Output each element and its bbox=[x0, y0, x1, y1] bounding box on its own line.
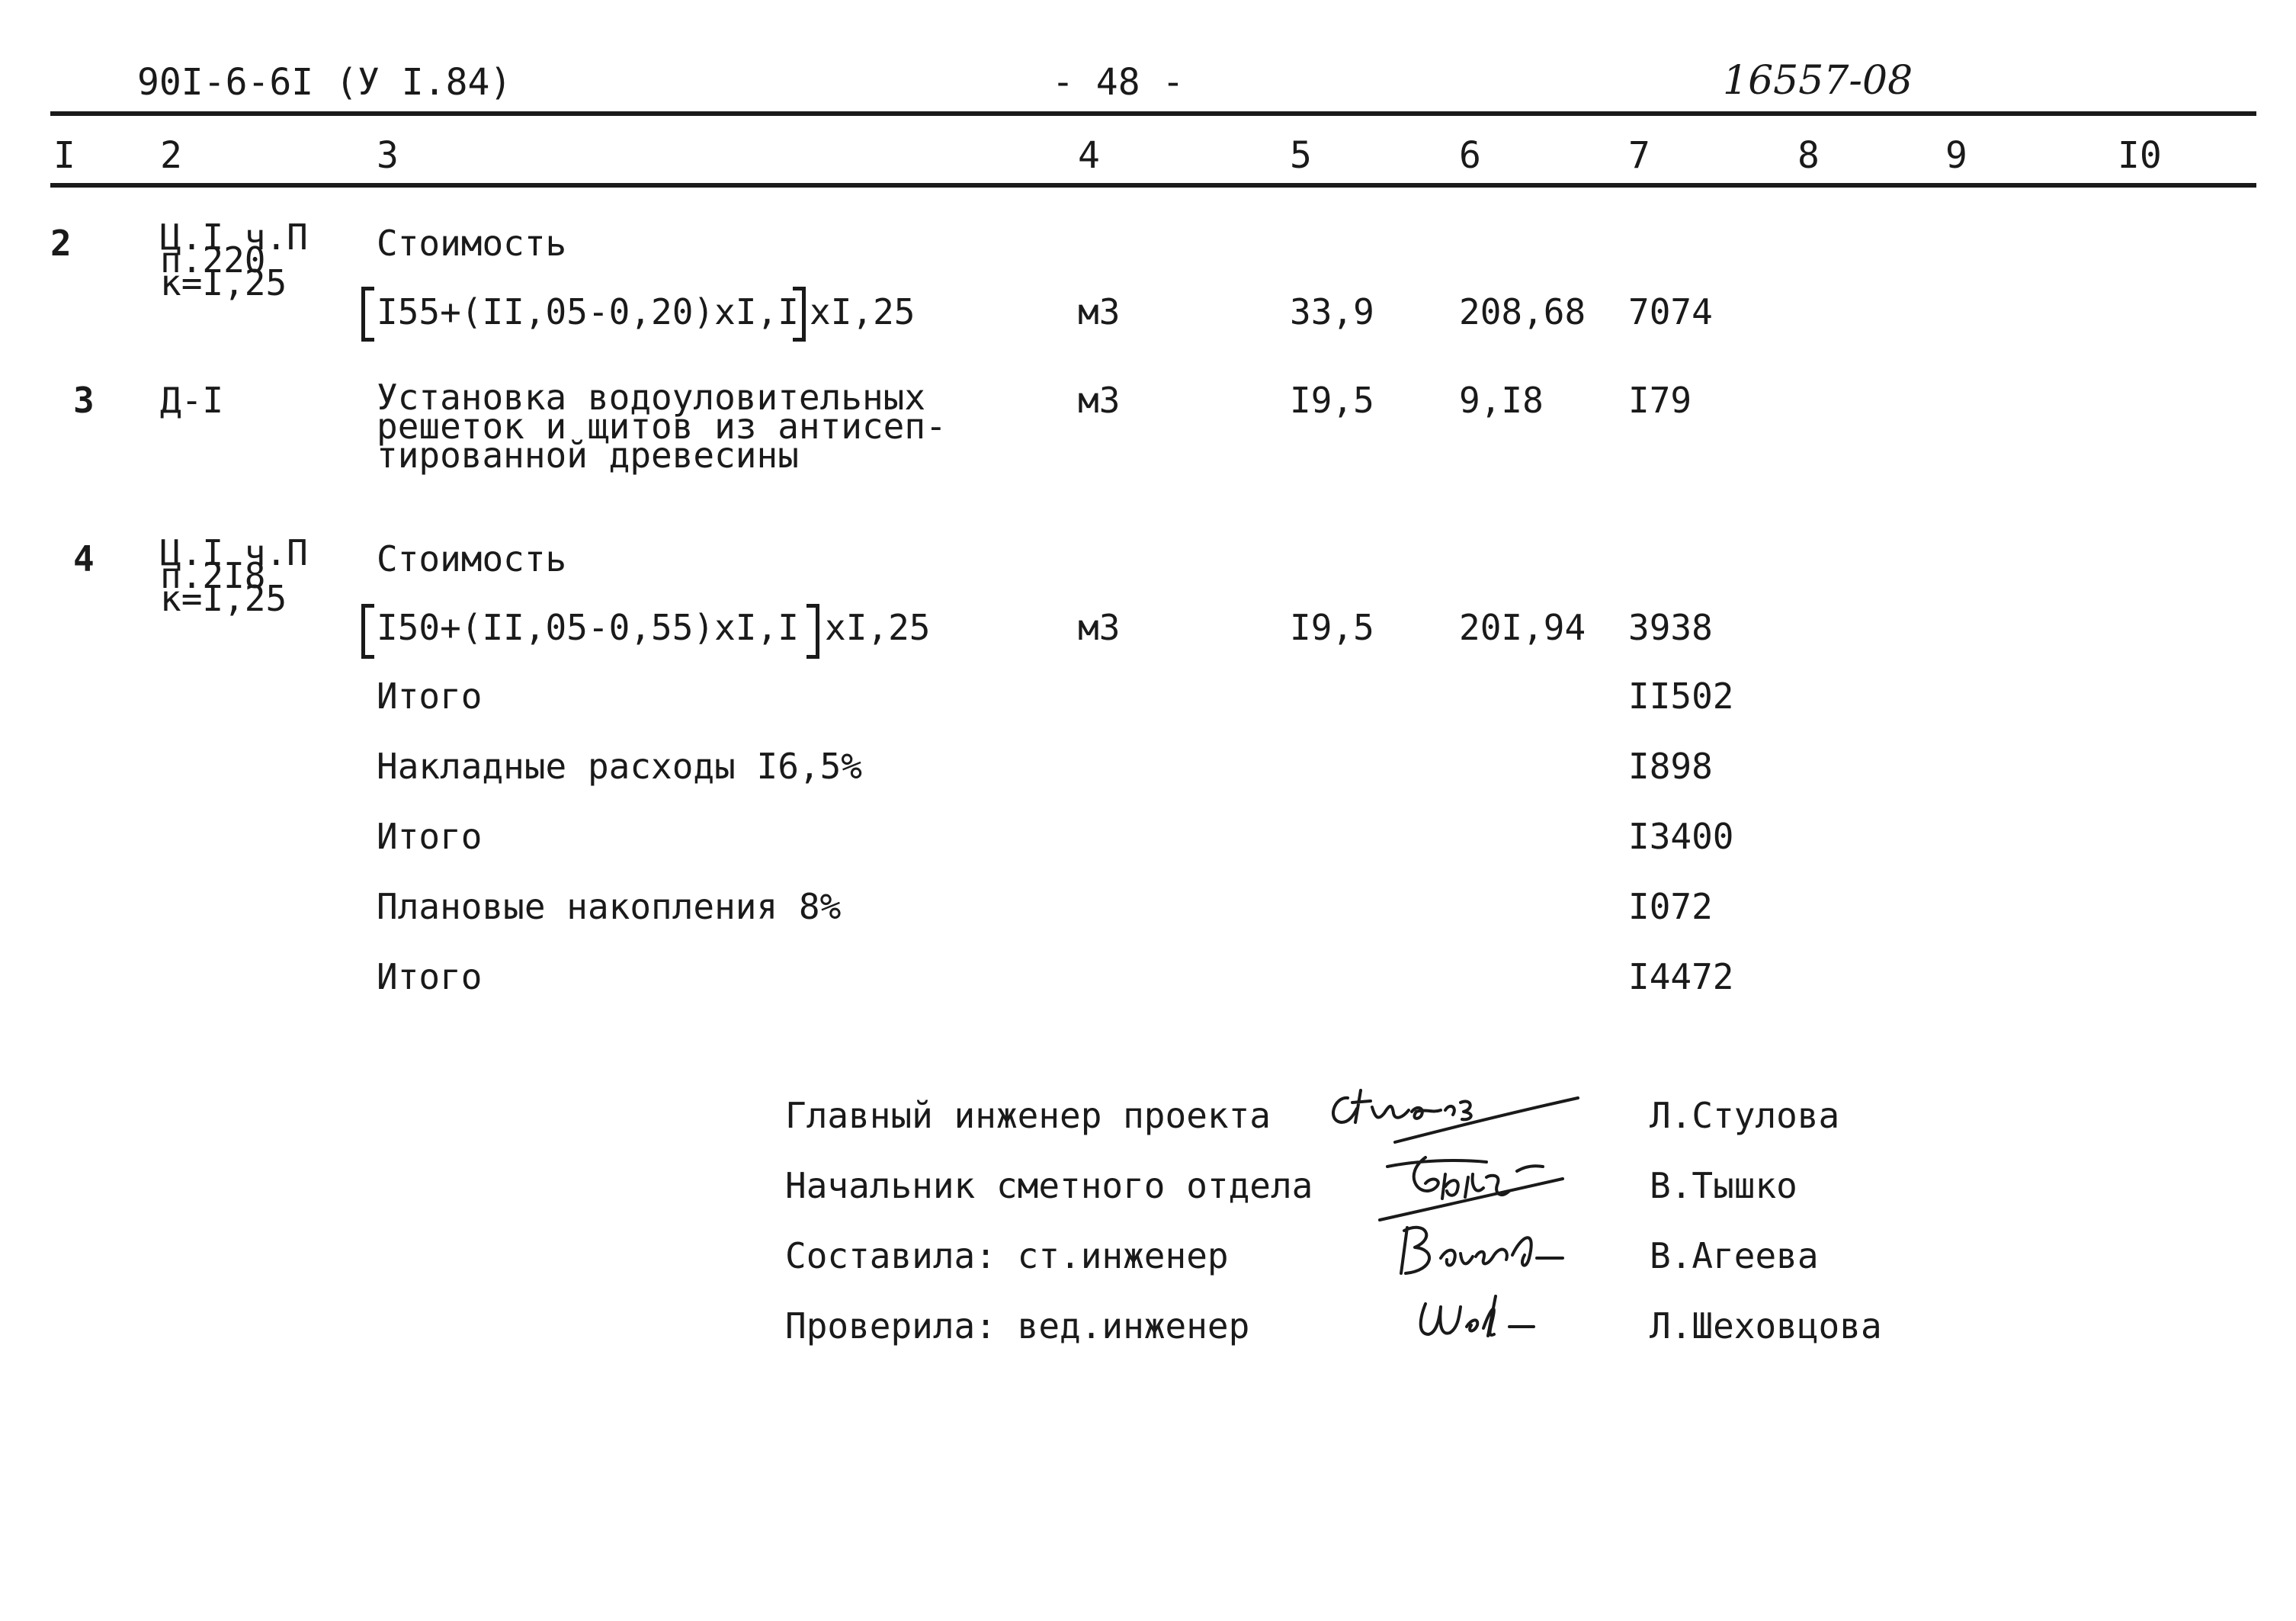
work-title: Стоимость bbox=[377, 223, 567, 264]
summary-value-subtotal: I3400 bbox=[1628, 816, 1734, 857]
row-number: 4 bbox=[73, 538, 95, 579]
formula-outer: xI,25 bbox=[810, 291, 916, 332]
signature-checked-by-handwriting bbox=[1403, 1281, 1601, 1357]
signature-name-head-estimates: В.Тышко bbox=[1650, 1165, 1797, 1206]
column-header-5: 5 bbox=[1290, 134, 1312, 177]
formula-inner: I55+(II,05-0,20)xI,I bbox=[377, 291, 799, 332]
unit-price: 20I,94 bbox=[1459, 607, 1586, 648]
price-code: Д-I bbox=[160, 380, 224, 421]
summary-label-subtotal: Итого bbox=[377, 816, 483, 857]
column-header-8: 8 bbox=[1797, 134, 1820, 177]
column-header-10: I0 bbox=[2118, 134, 2162, 177]
summary-label-grand-total: Итого bbox=[377, 956, 483, 997]
signature-compiled-by-handwriting bbox=[1387, 1212, 1616, 1289]
unit-price: 9,I8 bbox=[1459, 380, 1544, 421]
signature-chief-engineer-handwriting bbox=[1319, 1075, 1593, 1151]
header-rule bbox=[50, 183, 2256, 188]
total-cost: I79 bbox=[1628, 380, 1692, 421]
column-header-7: 7 bbox=[1628, 134, 1650, 177]
column-header-4: 4 bbox=[1078, 134, 1100, 177]
page-number: - 48 - bbox=[1052, 61, 1185, 104]
unit-price: 208,68 bbox=[1459, 291, 1586, 332]
summary-value-subtotal: II502 bbox=[1628, 676, 1734, 717]
top-rule bbox=[50, 111, 2256, 116]
summary-value-grand-total: I4472 bbox=[1628, 956, 1734, 997]
signature-role-compiled-by: Составила: ст.инженер bbox=[785, 1235, 1229, 1276]
summary-value-planned-savings: I072 bbox=[1628, 886, 1713, 927]
document-code: 90I-6-6I (У I.84) bbox=[137, 61, 512, 104]
summary-label-planned-savings: Плановые накопления 8% bbox=[377, 886, 842, 927]
column-header-6: 6 bbox=[1459, 134, 1481, 177]
formula-bracket-close bbox=[806, 604, 819, 659]
column-header-1: I bbox=[53, 134, 75, 177]
price-code: Ц.I ч.П п.220 к=I,25 bbox=[160, 217, 308, 303]
formula-bracket-open bbox=[361, 604, 374, 659]
work-title: Установка водоуловительных решеток и щитов из антисеп- тированной древесины bbox=[377, 377, 947, 476]
signature-name-chief-engineer: Л.Стулова bbox=[1650, 1095, 1840, 1136]
signature-role-head-estimates: Начальник сметного отдела bbox=[785, 1165, 1313, 1206]
column-header-9: 9 bbox=[1945, 134, 1967, 177]
quantity: I9,5 bbox=[1290, 607, 1374, 648]
formula-outer: xI,25 bbox=[825, 607, 931, 648]
summary-label-overhead: Накладные расходы I6,5% bbox=[377, 746, 862, 787]
unit: м3 bbox=[1078, 380, 1121, 421]
column-header-3: 3 bbox=[377, 134, 399, 177]
total-cost: 7074 bbox=[1628, 291, 1713, 332]
column-header-2: 2 bbox=[160, 134, 182, 177]
signature-name-checked-by: Л.Шеховцова bbox=[1650, 1305, 1882, 1347]
unit: м3 bbox=[1078, 607, 1121, 648]
row-number: 3 bbox=[73, 380, 95, 421]
signature-role-chief-engineer: Главный инженер проекта bbox=[785, 1095, 1271, 1136]
summary-label-subtotal: Итого bbox=[377, 676, 483, 717]
summary-value-overhead: I898 bbox=[1628, 746, 1713, 787]
formula-inner: I50+(II,05-0,55)xI,I bbox=[377, 607, 799, 648]
archive-number: 16557-08 bbox=[1723, 58, 1913, 104]
quantity: 33,9 bbox=[1290, 291, 1374, 332]
price-code: Ц.I ч.П п.2I8 к=I,25 bbox=[160, 532, 308, 619]
quantity: I9,5 bbox=[1290, 380, 1374, 421]
row-number: 2 bbox=[50, 223, 72, 264]
unit: м3 bbox=[1078, 291, 1121, 332]
signature-name-compiled-by: В.Агеева bbox=[1650, 1235, 1819, 1276]
total-cost: 3938 bbox=[1628, 607, 1713, 648]
formula-bracket-open bbox=[361, 287, 374, 342]
work-title: Стоимость bbox=[377, 538, 567, 579]
signature-role-checked-by: Проверила: вед.инженер bbox=[785, 1305, 1250, 1347]
formula-bracket-close bbox=[793, 287, 806, 342]
